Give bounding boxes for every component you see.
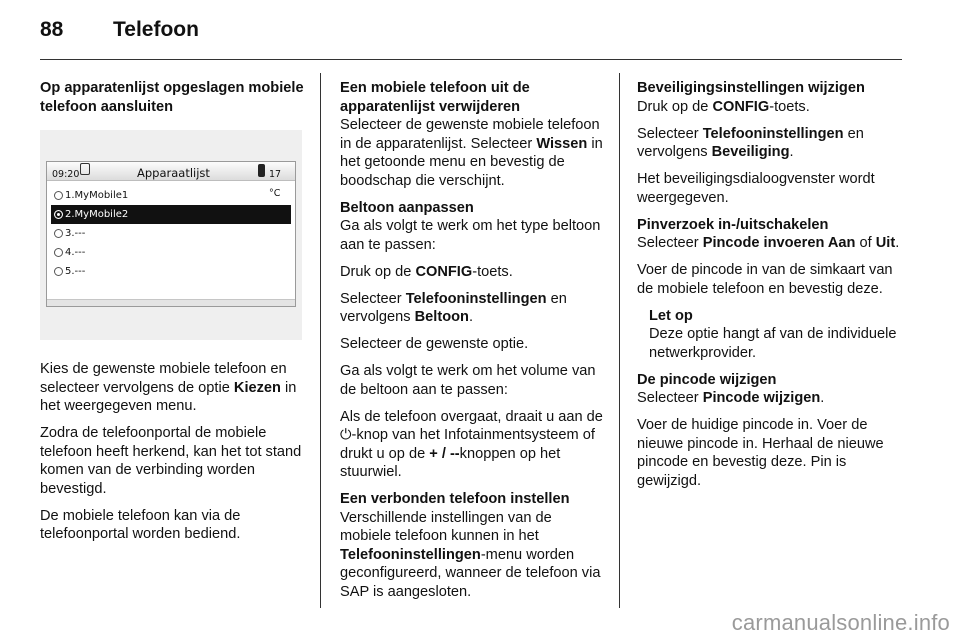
list-item[interactable]: [51, 243, 291, 262]
text: en vervolgens: [340, 290, 567, 325]
text: Kies de gewenste mobiele telefoon en selecteer vervolgens de optie: [40, 361, 287, 396]
list-item-label: 1.MyMobile1: [65, 190, 129, 201]
option-label: Telefooninstellingen: [702, 125, 844, 142]
text: Selecteer: [637, 235, 699, 251]
paragraph: Voer de huidige pincode in. Voer de nieuwe pincode in. Herhaal de nieuwe pincode en bevestig deze. Pin is gewijzigd.: [637, 417, 884, 489]
text: Selecteer: [637, 125, 699, 142]
list-item[interactable]: [51, 262, 291, 281]
paragraph: Ga als volgt te werk om het type beltoon aan te passen:: [340, 218, 601, 253]
header-rule: [40, 59, 902, 60]
text: knoppen op het stuurwiel.: [340, 445, 561, 480]
section-heading: Op apparatenlijst opgeslagen mobiele telefoon aansluiten: [40, 80, 304, 115]
text: in het getoonde menu en bevestig de boodschap die verschijnt.: [340, 135, 603, 189]
list-item-label: 2.MyMobile2: [65, 209, 129, 220]
paragraph: [637, 98, 905, 117]
option-label: Beltoon: [414, 309, 469, 325]
page-number: 88: [40, 18, 64, 41]
text: of: [859, 235, 872, 251]
display-screen: [46, 161, 296, 307]
key-label: + / --: [429, 445, 460, 462]
page-header: [40, 18, 900, 48]
text: Druk op de: [637, 98, 709, 115]
paragraph: [340, 408, 606, 482]
paragraph: Selecteer Pincode invoeren Aan of Uit.: [637, 235, 900, 251]
radio-icon: [54, 229, 63, 238]
section-heading: Beltoon aanpassen: [340, 199, 474, 216]
column-2: [340, 79, 606, 610]
list-item[interactable]: [51, 224, 291, 243]
list-item-label: 3.---: [65, 228, 86, 239]
note-text: Deze optie hangt af van de individuele netwerkprovider.: [649, 326, 897, 361]
radio-selected-icon: [54, 210, 63, 219]
note-box: [649, 307, 905, 363]
option-label: Telefooninstellingen: [405, 290, 547, 307]
power-knob-icon: ⏻: [340, 427, 352, 443]
list-item-selected[interactable]: [51, 205, 291, 224]
text: en vervolgens: [637, 125, 864, 160]
text: Selecteer: [340, 290, 402, 307]
paragraph: Selecteer Pincode wijzigen.: [637, 390, 825, 406]
paragraph: De mobiele telefoon kan via de telefoonportal worden bediend.: [40, 507, 241, 542]
text: in het weergegeven menu.: [40, 379, 297, 414]
radio-icon: [54, 267, 63, 276]
option-label: Telefooninstellingen: [340, 546, 481, 563]
radio-icon: [54, 248, 63, 257]
option-label: Wissen: [536, 135, 588, 152]
text: Druk op de: [340, 263, 412, 280]
radio-icon: [54, 191, 63, 200]
screen-title: Apparaatlijst: [137, 166, 210, 180]
option-label: Pincode wijzigen: [702, 390, 821, 406]
paragraph: [340, 116, 606, 190]
key-label: CONFIG: [415, 263, 473, 280]
paragraph: Het beveiligingsdialoogvenster wordt weergegeven.: [637, 171, 875, 206]
paragraph: [340, 509, 606, 602]
column-divider-1: [320, 73, 321, 608]
paragraph: Selecteer de gewenste optie.: [340, 336, 529, 352]
watermark: carmanualsonline.info: [731, 610, 950, 635]
text: -toets.: [472, 263, 513, 280]
paragraph: [40, 360, 305, 416]
screen-temperature: 17 °C: [269, 169, 282, 199]
paragraph: Zodra de telefoonportal de mobiele telefoon heeft herkend, kan het tot stand komen van de verbinding worden bevestigd.: [40, 425, 302, 497]
option-label: Beveiliging: [711, 144, 790, 160]
screen-bottom-bar: [47, 299, 295, 306]
text: Selecteer: [637, 390, 699, 406]
text: Als de telefoon overgaat, draait u aan de: [340, 408, 603, 425]
column-divider-2: [619, 73, 620, 608]
text: Verschillende instellingen van de mobiele telefoon kunnen in het: [340, 509, 552, 544]
section-heading: De pincode wijzigen: [637, 371, 777, 388]
option-label: Pincode invoeren Aan: [702, 235, 856, 251]
text: -menu worden geconfigureerd, wanneer de telefoon via SAP is aangesloten.: [340, 546, 601, 600]
text: -knop van het Infotainmentsysteem of drukt u op de: [340, 427, 595, 462]
phone-icon: [80, 163, 90, 175]
column-3: [637, 79, 905, 499]
option-label: Kiezen: [233, 379, 281, 396]
list-item-label: 4.---: [65, 247, 86, 258]
page-title: Telefoon: [113, 18, 199, 41]
section-heading: Pinverzoek in-/uitschakelen: [637, 216, 829, 233]
note-heading: Let op: [649, 307, 693, 324]
list-item[interactable]: [51, 186, 291, 205]
screen-figure: [40, 130, 302, 340]
paragraph: Voer de pincode in van de simkaart van de mobiele telefoon en bevestig deze.: [637, 262, 893, 297]
device-list: [51, 186, 291, 281]
paragraph: Selecteer Telefooninstellingen en vervolgens Beltoon.: [340, 290, 567, 325]
key-label: CONFIG: [712, 98, 770, 115]
paragraph: Selecteer Telefooninstellingen en vervolgens Beveiliging.: [637, 125, 864, 160]
screen-time: 09:20: [52, 169, 80, 180]
section-heading: Beveiligingsinstellingen wijzigen: [637, 80, 865, 96]
paragraph: [340, 263, 606, 282]
list-item-label: 5.---: [65, 266, 86, 277]
section-heading: Een verbonden telefoon instellen: [340, 491, 570, 507]
text: -toets.: [769, 98, 810, 115]
text: Selecteer de gewenste mobiele telefoon in de apparatenlijst. Selecteer: [340, 117, 600, 152]
paragraph: Ga als volgt te werk om het volume van de beltoon aan te passen:: [340, 363, 596, 398]
section-heading: Een mobiele telefoon uit de apparatenlijst verwijderen: [340, 80, 530, 115]
option-label: Uit: [875, 235, 896, 251]
column-1: [40, 79, 305, 552]
thermometer-icon: [258, 164, 265, 177]
